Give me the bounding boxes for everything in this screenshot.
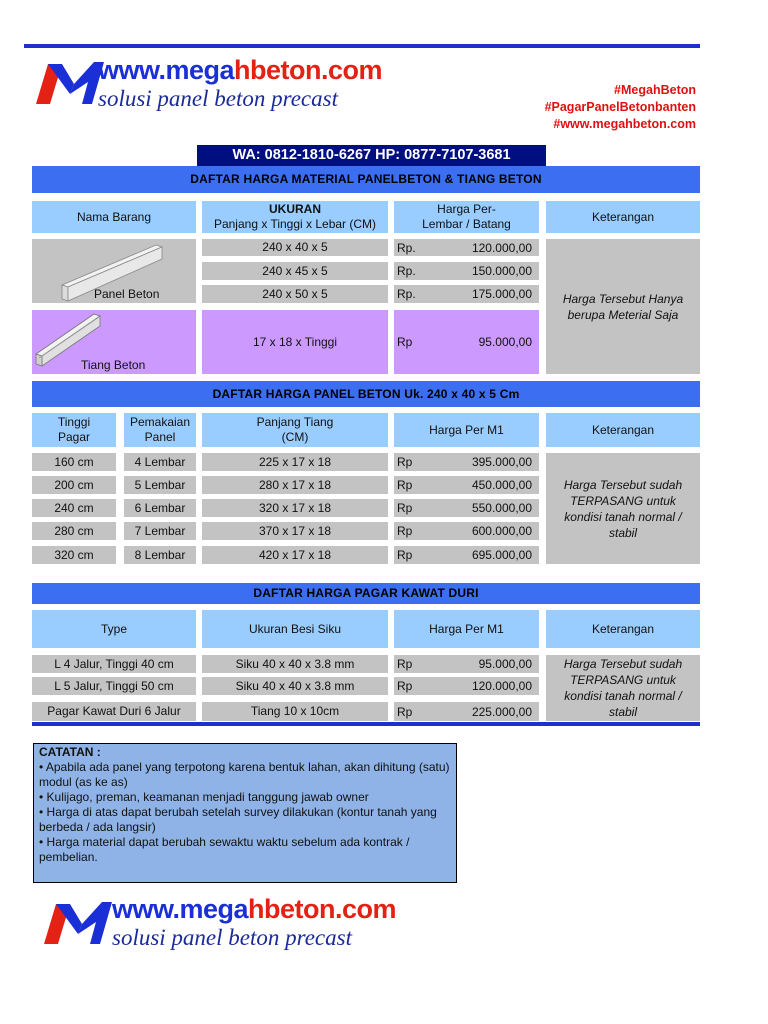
- table-cell: Tiang 10 x 10cm: [202, 702, 388, 721]
- currency: Rp.: [397, 287, 416, 301]
- price-value: 120.000,00: [471, 240, 532, 255]
- table-cell: 17 x 18 x Tinggi: [202, 310, 388, 374]
- col-header-tinggi: [32, 413, 116, 447]
- header-line: Panjang Tiang: [256, 415, 334, 429]
- list-item: • Apabila ada panel yang terpotong karena bentuk lahan, akan dihitung (satu) modul (as ke as): [39, 760, 450, 789]
- col-header-keterangan: Keterangan: [546, 201, 700, 233]
- table-cell: Siku 40 x 40 x 3.8 mm: [202, 655, 388, 673]
- price-cell: [394, 285, 539, 303]
- table-cell: 160 cm: [32, 453, 116, 471]
- header-line: (CM): [281, 430, 309, 444]
- table-cell: 370 x 17 x 18: [202, 522, 388, 540]
- currency: Rp: [397, 455, 413, 469]
- price-cell: [394, 702, 539, 721]
- table-cell: Siku 40 x 40 x 3.8 mm: [202, 677, 388, 695]
- table-cell: L 5 Jalur, Tinggi 50 cm: [32, 677, 196, 695]
- price-value: 175.000,00: [471, 287, 532, 301]
- price-cell: [394, 546, 539, 564]
- col-header-nama: Nama Barang: [32, 201, 196, 233]
- header-line: Panel: [144, 430, 176, 444]
- header-line: Pemakaian: [129, 415, 191, 429]
- price-cell: [394, 522, 539, 540]
- contact-banner: WA: 0812-1810-6267 HP: 0877-7107-3681: [197, 145, 546, 166]
- table-cell: 4 Lembar: [124, 453, 196, 471]
- section2-title: DAFTAR HARGA PANEL BETON Uk. 240 x 40 x 5 Cm: [32, 381, 700, 407]
- col-header-panjang: [202, 413, 388, 447]
- section3-bottom-rule: [32, 722, 700, 726]
- catatan-title: CATATAN :: [39, 745, 101, 759]
- col-header-keterangan: Keterangan: [546, 413, 700, 447]
- col-header-harga: Harga Per M1: [394, 610, 539, 648]
- currency: Rp.: [397, 240, 416, 255]
- tiang-beton-label: Tiang Beton: [81, 358, 146, 372]
- currency: Rp.: [397, 264, 416, 278]
- table-cell: 6 Lembar: [124, 499, 196, 517]
- currency: Rp: [397, 501, 413, 515]
- panel-beton-cell: [32, 239, 196, 303]
- price-cell: [394, 310, 539, 374]
- harga-header-line1: Harga Per-: [437, 202, 496, 216]
- tiang-beton-cell: [32, 310, 196, 374]
- col-header-harga: Harga Per M1: [394, 413, 539, 447]
- catatan-box: [33, 743, 457, 883]
- currency: Rp: [397, 524, 413, 538]
- table-cell: 320 cm: [32, 546, 116, 564]
- megah-logo-icon: [44, 898, 112, 944]
- hashtags: [545, 82, 696, 133]
- price-value: 695.000,00: [471, 548, 532, 562]
- table-cell: 320 x 17 x 18: [202, 499, 388, 517]
- table-cell: 240 x 40 x 5: [202, 239, 388, 256]
- section3-title: DAFTAR HARGA PAGAR KAWAT DURI: [32, 583, 700, 604]
- currency: Rp: [397, 704, 413, 719]
- list-item: • Kulijago, preman, keamanan menjadi tanggung jawab owner: [39, 790, 369, 804]
- price-value: 395.000,00: [471, 455, 532, 469]
- hashtag: #www.megahbeton.com: [553, 117, 696, 131]
- section1-title: DAFTAR HARGA MATERIAL PANELBETON & TIANG BETON: [32, 166, 700, 193]
- harga-header-line2: Lembar / Batang: [422, 217, 511, 231]
- section2-note: Harga Tersebut sudah TERPASANG untuk kondisi tanah normal / stabil: [546, 453, 700, 564]
- price-cell: [394, 499, 539, 517]
- price-value: 450.000,00: [471, 478, 532, 492]
- currency: Rp: [397, 657, 413, 671]
- hashtag: #MegahBeton: [614, 83, 696, 97]
- table-cell: 200 cm: [32, 476, 116, 494]
- table-cell: 240 x 45 x 5: [202, 262, 388, 280]
- price-value: 150.000,00: [471, 264, 532, 278]
- col-header-harga: [394, 201, 539, 233]
- price-value: 600.000,00: [471, 524, 532, 538]
- table-cell: 225 x 17 x 18: [202, 453, 388, 471]
- price-value: 95.000,00: [478, 335, 532, 349]
- list-item: • Harga material dapat berubah sewaktu waktu sebelum ada kontrak / pembelian.: [39, 835, 410, 864]
- table-cell: Pagar Kawat Duri 6 Jalur: [32, 702, 196, 721]
- megah-logo-icon: [36, 58, 104, 104]
- table-cell: 7 Lembar: [124, 522, 196, 540]
- price-cell: [394, 262, 539, 280]
- price-value: 120.000,00: [471, 679, 532, 693]
- currency: Rp: [397, 335, 413, 349]
- price-cell: [394, 453, 539, 471]
- table-cell: L 4 Jalur, Tinggi 40 cm: [32, 655, 196, 673]
- table-cell: 8 Lembar: [124, 546, 196, 564]
- section1-note: Harga Tersebut Hanya berupa Meterial Saja: [546, 239, 700, 374]
- table-cell: 280 cm: [32, 522, 116, 540]
- price-value: 550.000,00: [471, 501, 532, 515]
- header-logo-tagline: solusi panel beton precast: [98, 86, 338, 111]
- hashtag: #PagarPanelBetonbanten: [544, 100, 696, 114]
- table-cell: 280 x 17 x 18: [202, 476, 388, 494]
- top-rule: [24, 44, 700, 48]
- price-cell: [394, 655, 539, 673]
- header-logo-url: www.megahbeton.com: [98, 55, 383, 85]
- col-header-type: Type: [32, 610, 196, 648]
- ukuran-subtitle: Panjang x Tinggi x Lebar (CM): [213, 217, 377, 231]
- footer-logo-url: www.megahbeton.com: [112, 894, 397, 924]
- footer-logo[interactable]: [44, 898, 112, 949]
- price-cell: [394, 476, 539, 494]
- ukuran-title: UKURAN: [269, 202, 321, 216]
- table-cell: 240 x 50 x 5: [202, 285, 388, 303]
- price-value: 95.000,00: [478, 657, 532, 671]
- col-header-ukuran: [202, 201, 388, 233]
- price-value: 225.000,00: [471, 704, 532, 719]
- panel-beton-label: Panel Beton: [94, 287, 160, 301]
- header-logo[interactable]: [36, 58, 104, 109]
- table-cell: 420 x 17 x 18: [202, 546, 388, 564]
- list-item: • Harga di atas dapat berubah setelah survey dilakukan (kontur tanah yang berbeda / ada langsir): [39, 805, 437, 834]
- col-header-pemakaian: [124, 413, 196, 447]
- price-cell: [394, 677, 539, 695]
- footer-logo-tagline: solusi panel beton precast: [112, 925, 352, 950]
- currency: Rp: [397, 548, 413, 562]
- price-cell: [394, 239, 539, 256]
- table-cell: 240 cm: [32, 499, 116, 517]
- catatan-list: [39, 760, 451, 865]
- currency: Rp: [397, 478, 413, 492]
- col-header-keterangan: Keterangan: [546, 610, 700, 648]
- table-cell: 5 Lembar: [124, 476, 196, 494]
- header-line: Pagar: [57, 430, 91, 444]
- section3-note: Harga Tersebut sudah TERPASANG untuk kondisi tanah normal / stabil: [546, 655, 700, 721]
- header-line: Tinggi: [57, 415, 91, 429]
- col-header-ukuran: Ukuran Besi Siku: [202, 610, 388, 648]
- currency: Rp: [397, 679, 413, 693]
